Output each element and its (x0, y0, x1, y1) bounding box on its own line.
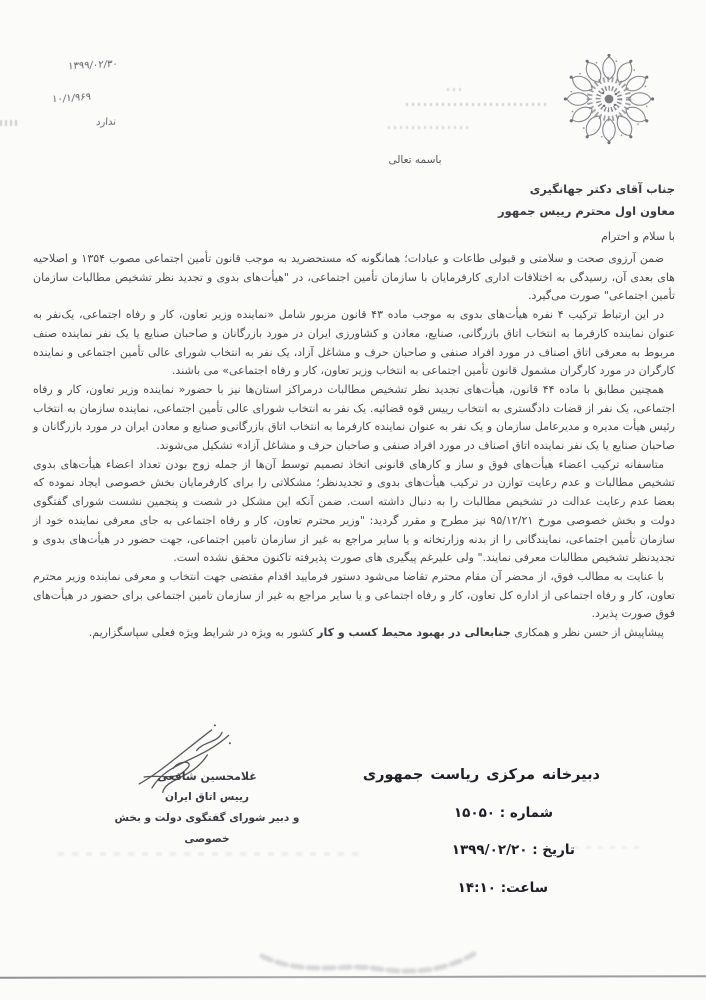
faded-letterhead-mark (447, 88, 463, 91)
signer-title-2: و دبیر شورای گفتگوی دولت و بخش خصوصی (114, 812, 300, 845)
faded-letterhead-mark (406, 103, 548, 106)
handwritten-attachment-note: ندارد (95, 116, 117, 129)
stamp-office-name: دبیرخانه مرکزی ریاست جمهوری (362, 767, 600, 783)
letter-body (33, 250, 675, 643)
scan-smudge (562, 846, 646, 849)
closing-pre: پیشاپیش از حسن نظر و همکاری (510, 626, 664, 640)
signer-name: غلامحسین شافعی (157, 770, 257, 783)
stamp-date-line (452, 842, 575, 858)
handwritten-number-note: ۱۰/۱/۹۶۹ (51, 91, 92, 106)
scan-smudge (58, 852, 358, 856)
closing-post: کشور به ویژه در شرایط ویژه فعلی سپاسگزاریم. (88, 626, 318, 640)
body-paragraph: ضمن آرزوی صحت و سلامتی و قبولی طاعات و عبادات؛ همانگونه که مستحضرید به موجب قانون تأمین اجتماعی مصوب ۱۳۵۴ و اصلاحیه های بعدی آن، رسیدگی به اختلافات اداری کارفرمایان با سازمان تأمین اجتماعی، در "هیأت‌های بدوی و تجدید نظر تشخیص مطالبات سازمان تأمین اجتماعی" صورت می‌گیرد. (33, 252, 675, 303)
signature-block (108, 766, 306, 850)
scan-smudge-curve (252, 944, 482, 984)
stamp-time-value: ۱۴:۱۰ (457, 880, 497, 896)
signer-title-1: رییس اتاق ایران (165, 791, 249, 803)
faded-letterhead-mark (388, 126, 472, 129)
body-paragraph: همچنین مطابق با ماده ۴۴ قانون، هیأت‌های تجدید نظر تشخیص مطالبات درمراکز استان‌ها نیز با حضور« نماینده وزیر تعاون، کار و رفاه اجتماعی، یک نفر از قضات دادگستری به انتخاب رییس قوه قضائیه. یک نفر به انتخاب شورای عالی تأمین اجتماعی، نماینده سازمان به انتخاب رئیس هیأت مدیره و مدیرعامل سازمان و یک نفر به عنوان نماینده کارفرما به انتخاب اتاق بازرگانی‌و صنایع و معادن ایران در مورد بازرگانان و صاحبان صنایع یا یک نفر نماینده اتاق اصناف در مورد افراد صنفی و صاحبان حرف و مشاغل آزاد» تشکیل می‌شوند. (33, 382, 675, 453)
bismillah-text: باسمه تعالی (388, 154, 442, 166)
stamp-date-label: تاریخ : (532, 842, 575, 858)
stamp-date-value: ۱۳۹۹/۰۲/۲۰ (451, 842, 528, 858)
closing-emphasis: جنابعالی در بهبود محیط کسب و کار (317, 626, 511, 640)
chamber-emblem-icon (560, 50, 658, 148)
body-paragraph: متاسفانه ترکیب اعضاء هیأت‌های فوق و ساز و کارهای قانونی اتخاذ تصمیم توسط آن‌ها از جمله زوج بودن تعداد اعضاء هیأت‌های بدوی تشخیص مطالبات و عدم رعایت توازن در ترکیب هیأت‌های بدوی و تجدیدنظر؛ مشکلاتی را برای کارفرمایان بخش خصوصی ایجاد نموده که بعضا عدم رعایت عدالت در تشخیص مطالبات را به دنبال داشته است. ضمن آنکه این مشکل در شصت و پنجمین نشست شورای گفتگوی دولت و بخش خصوصی مورخ ۹۵/۱۲/۲۱ نیز مطرح و مقرر گردید: "وزیر محترم تعاون، کار و رفاه اجتماعی به جای معرفی نماینده خود از سازمان تأمین اجتماعی، نمایندگانی را از بدنه وزارتخانه و یا سایر مراجع به غیر از سازمان تامین اجتماعی، جهت حضور در هیأت‌های بدوی و تجدیدنظر تشخیص مطالبات معرفی نمایند." ولی علیرغم پیگیری های صورت پذیرفته تاکنون محقق نشده است. (33, 457, 675, 565)
body-paragraph: با عنایت به مطالب فوق، از محضر آن مقام محترم تقاضا می‌شود دستور فرمایید اقدام مقتضی جهت انتخاب و معرفی نماینده وزیر محترم تعاون، کار و رفاه اجتماعی از اداره کل تعاون، کار و رفاه اجتماعی و یا سایر مراجع به غیر از سازمان تامین اجتماعی برای حضور در هیأت‌های فوق صورت پذیرد. (33, 569, 675, 621)
recipient-block (498, 179, 675, 222)
scan-edge-mark (0, 120, 20, 126)
recipient-title: معاون اول محترم رییس جمهور (498, 203, 675, 218)
handwritten-date-note: ۱۳۹۹/۰۲/۳۰ (67, 58, 118, 73)
stamp-time-label: ساعت: (500, 880, 548, 896)
stamp-number-value: ۱۵۰۵۰ (453, 805, 496, 821)
closing-paragraph (33, 624, 675, 643)
salutation-text: با سلام و احترام (601, 230, 675, 243)
stamp-time-line (458, 880, 548, 896)
stamp-number-line (454, 805, 553, 821)
body-paragraph: در این ارتباط ترکیب ۴ نفره هیأت‌های بدوی به موجب ماده ۴۳ قانون مزبور شامل «نماینده وزیر تعاون، کار و رفاه اجتماعی، یک‌نفر به عنوان نماینده کارفرما به انتخاب اتاق بازرگانی، صنایع، معادن و کشاورزی ایران در مورد بازرگانان و صاحبان صنایع یا یک نفر نماینده صنف مربوط به معرفی اتاق اصناف در مورد افراد صنفی و صاحبان حرف و مشاغل آزاد، یک نفر به انتخاب شورای عالی تأمین اجتماعی و نماینده کارگران در مورد کارگران مشمول قانون تأمین اجتماعی به انتخاب وزیر تعاون، کار و رفاه اجتماعی» می باشند. (33, 308, 675, 378)
stamp-number-label: شماره : (499, 805, 553, 821)
recipient-name: جناب آقای دکتر جهانگیری (529, 182, 675, 196)
